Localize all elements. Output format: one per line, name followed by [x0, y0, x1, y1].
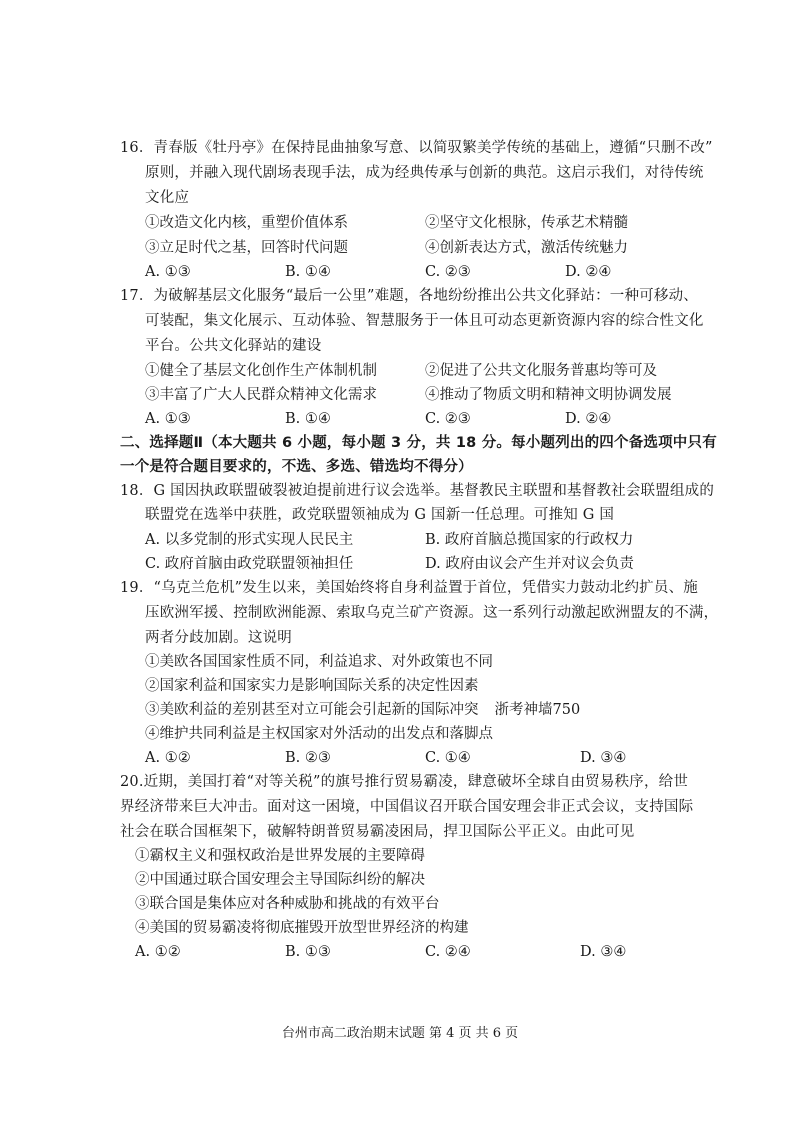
q20-choice-c: C. ②④ — [425, 944, 471, 960]
q16-statement-1: ①改造文化内核，重塑价值体系 — [145, 215, 348, 231]
q17-choice-c: C. ②③ — [425, 411, 471, 427]
q19-stem-line-3: 两者分歧加剧。这说明 — [145, 630, 292, 646]
q19-stem-line-1: 19．“乌克兰危机”发生以来，美国始终将自身利益置于首位，凭借实力鼓动北约扩员、施 — [120, 580, 698, 596]
q17-choice-a: A. ①③ — [145, 411, 191, 427]
q19-statement-4: ④维护共同利益是主权国家对外活动的出发点和落脚点 — [145, 726, 493, 742]
q18-choice-a: A. 以多党制的形式实现人民民主 — [145, 532, 354, 548]
q19-choice-d: D. ③④ — [580, 750, 627, 766]
q17-stem-line-2: 可装配，集文化展示、互动体验、智慧服务于一体且可动态更新资源内容的综合性文化 — [145, 313, 704, 329]
q19-statement-3 — [145, 700, 580, 720]
q19-statement-3-text: ③美欧利益的差别甚至对立可能会引起新的国际冲突 — [145, 702, 479, 718]
q20-stem-line-1: 20.近期，美国打着“对等关税”的旗号推行贸易霸凌，肆意破坏全球自由贸易秩序，给世 — [120, 774, 689, 790]
q18-choice-c: C. 政府首脑由政党联盟领袖担任 — [145, 556, 354, 572]
q19-choice-a: A. ①② — [145, 750, 191, 766]
q16-choice-b: B. ①④ — [285, 264, 331, 280]
q16-choice-d: D. ②④ — [565, 264, 612, 280]
q19-statement-1: ①美欧各国国家性质不同，利益追求、对外政策也不同 — [145, 654, 493, 670]
q18-stem-line-1: 18．G 国因执政联盟破裂被迫提前进行议会选举。基督教民主联盟和基督教社会联盟组成的 — [120, 483, 715, 499]
q20-choice-b: B. ①③ — [285, 944, 331, 960]
q16-choice-c: C. ②③ — [425, 264, 471, 280]
q20-choice-a: A. ①② — [135, 944, 181, 960]
q17-statement-2: ②促进了公共文化服务普惠均等可及 — [425, 363, 657, 379]
q16-statement-3: ③立足时代之基，回答时代问题 — [145, 240, 348, 256]
q17-choice-b: B. ①④ — [285, 411, 331, 427]
q20-statement-1: ①霸权主义和强权政治是世界发展的主要障碍 — [135, 848, 425, 864]
q16-stem-line-2: 原则，并融入现代剧场表现手法，成为经典传承与创新的典范。这启示我们，对待传统 — [145, 165, 704, 181]
q20-statement-3: ③联合国是集体应对各种威胁和挑战的有效平台 — [135, 896, 440, 912]
q19-stem-line-2: 压欧洲军援、控制欧洲能源、索取乌克兰矿产资源。这一系列行动激起欧洲盟友的不满， — [145, 605, 719, 621]
q17-statement-1: ①健全了基层文化创作生产体制机制 — [145, 363, 377, 379]
q20-choice-d: D. ③④ — [580, 944, 627, 960]
q18-choice-b: B. 政府首脑总揽国家的行政权力 — [425, 532, 634, 548]
q20-statement-4: ④美国的贸易霸凌将彻底摧毁开放型世界经济的构建 — [135, 920, 469, 936]
q19-choice-c: C. ①④ — [425, 750, 471, 766]
q16-stem-line-3: 文化应 — [145, 190, 190, 206]
q20-stem-line-3: 社会在联合国框架下，破解特朗普贸易霸凌困局，捍卫国际公平正义。由此可见 — [120, 824, 635, 840]
q16-statement-4: ④创新表达方式，激活传统魅力 — [425, 240, 628, 256]
q16-stem-line-1: 16．青春版《牡丹亭》在保持昆曲抽象写意、以简驭繁美学传统的基础上，遵循“只删不改” — [120, 140, 713, 156]
watermark-text: 浙考神墙750 — [494, 702, 581, 718]
q17-choice-d: D. ②④ — [565, 411, 612, 427]
q17-stem-line-1: 17．为破解基层文化服务“最后一公里”难题，各地纷纷推出公共文化驿站：一种可移动、 — [120, 288, 698, 304]
q18-choice-d: D. 政府由议会产生并对议会负责 — [425, 556, 634, 572]
q16-choice-a: A. ①③ — [145, 264, 191, 280]
q19-statement-2: ②国家利益和国家实力是影响国际关系的决定性因素 — [145, 678, 479, 694]
page-footer: 台州市高二政治期末试题 第 4 页 共 6 页 — [281, 1026, 519, 1041]
section-2-heading-line-2: 一个是符合题目要求的，不选、多选、错选均不得分） — [120, 459, 473, 475]
q19-choice-b: B. ②③ — [285, 750, 331, 766]
q16-statement-2: ②坚守文化根脉，传承艺术精髓 — [425, 215, 628, 231]
q20-statement-2: ②中国通过联合国安理会主导国际纠纷的解决 — [135, 872, 425, 888]
q17-statement-3: ③丰富了广大人民群众精神文化需求 — [145, 387, 377, 403]
q17-statement-4: ④推动了物质文明和精神文明协调发展 — [425, 387, 672, 403]
section-2-heading-line-1: 二、选择题Ⅱ（本大题共 6 小题，每小题 3 分，共 18 分。每小题列出的四个备选项中只有 — [120, 435, 717, 451]
q20-stem-line-2: 界经济带来巨大冲击。面对这一困境，中国倡议召开联合国安理会非正式会议，支持国际 — [120, 799, 694, 815]
q17-stem-line-3: 平台。公共文化驿站的建设 — [145, 338, 322, 354]
q18-stem-line-2: 联盟党在选举中获胜，政党联盟领袖成为 G 国新一任总理。可推知 G 国 — [145, 507, 615, 523]
